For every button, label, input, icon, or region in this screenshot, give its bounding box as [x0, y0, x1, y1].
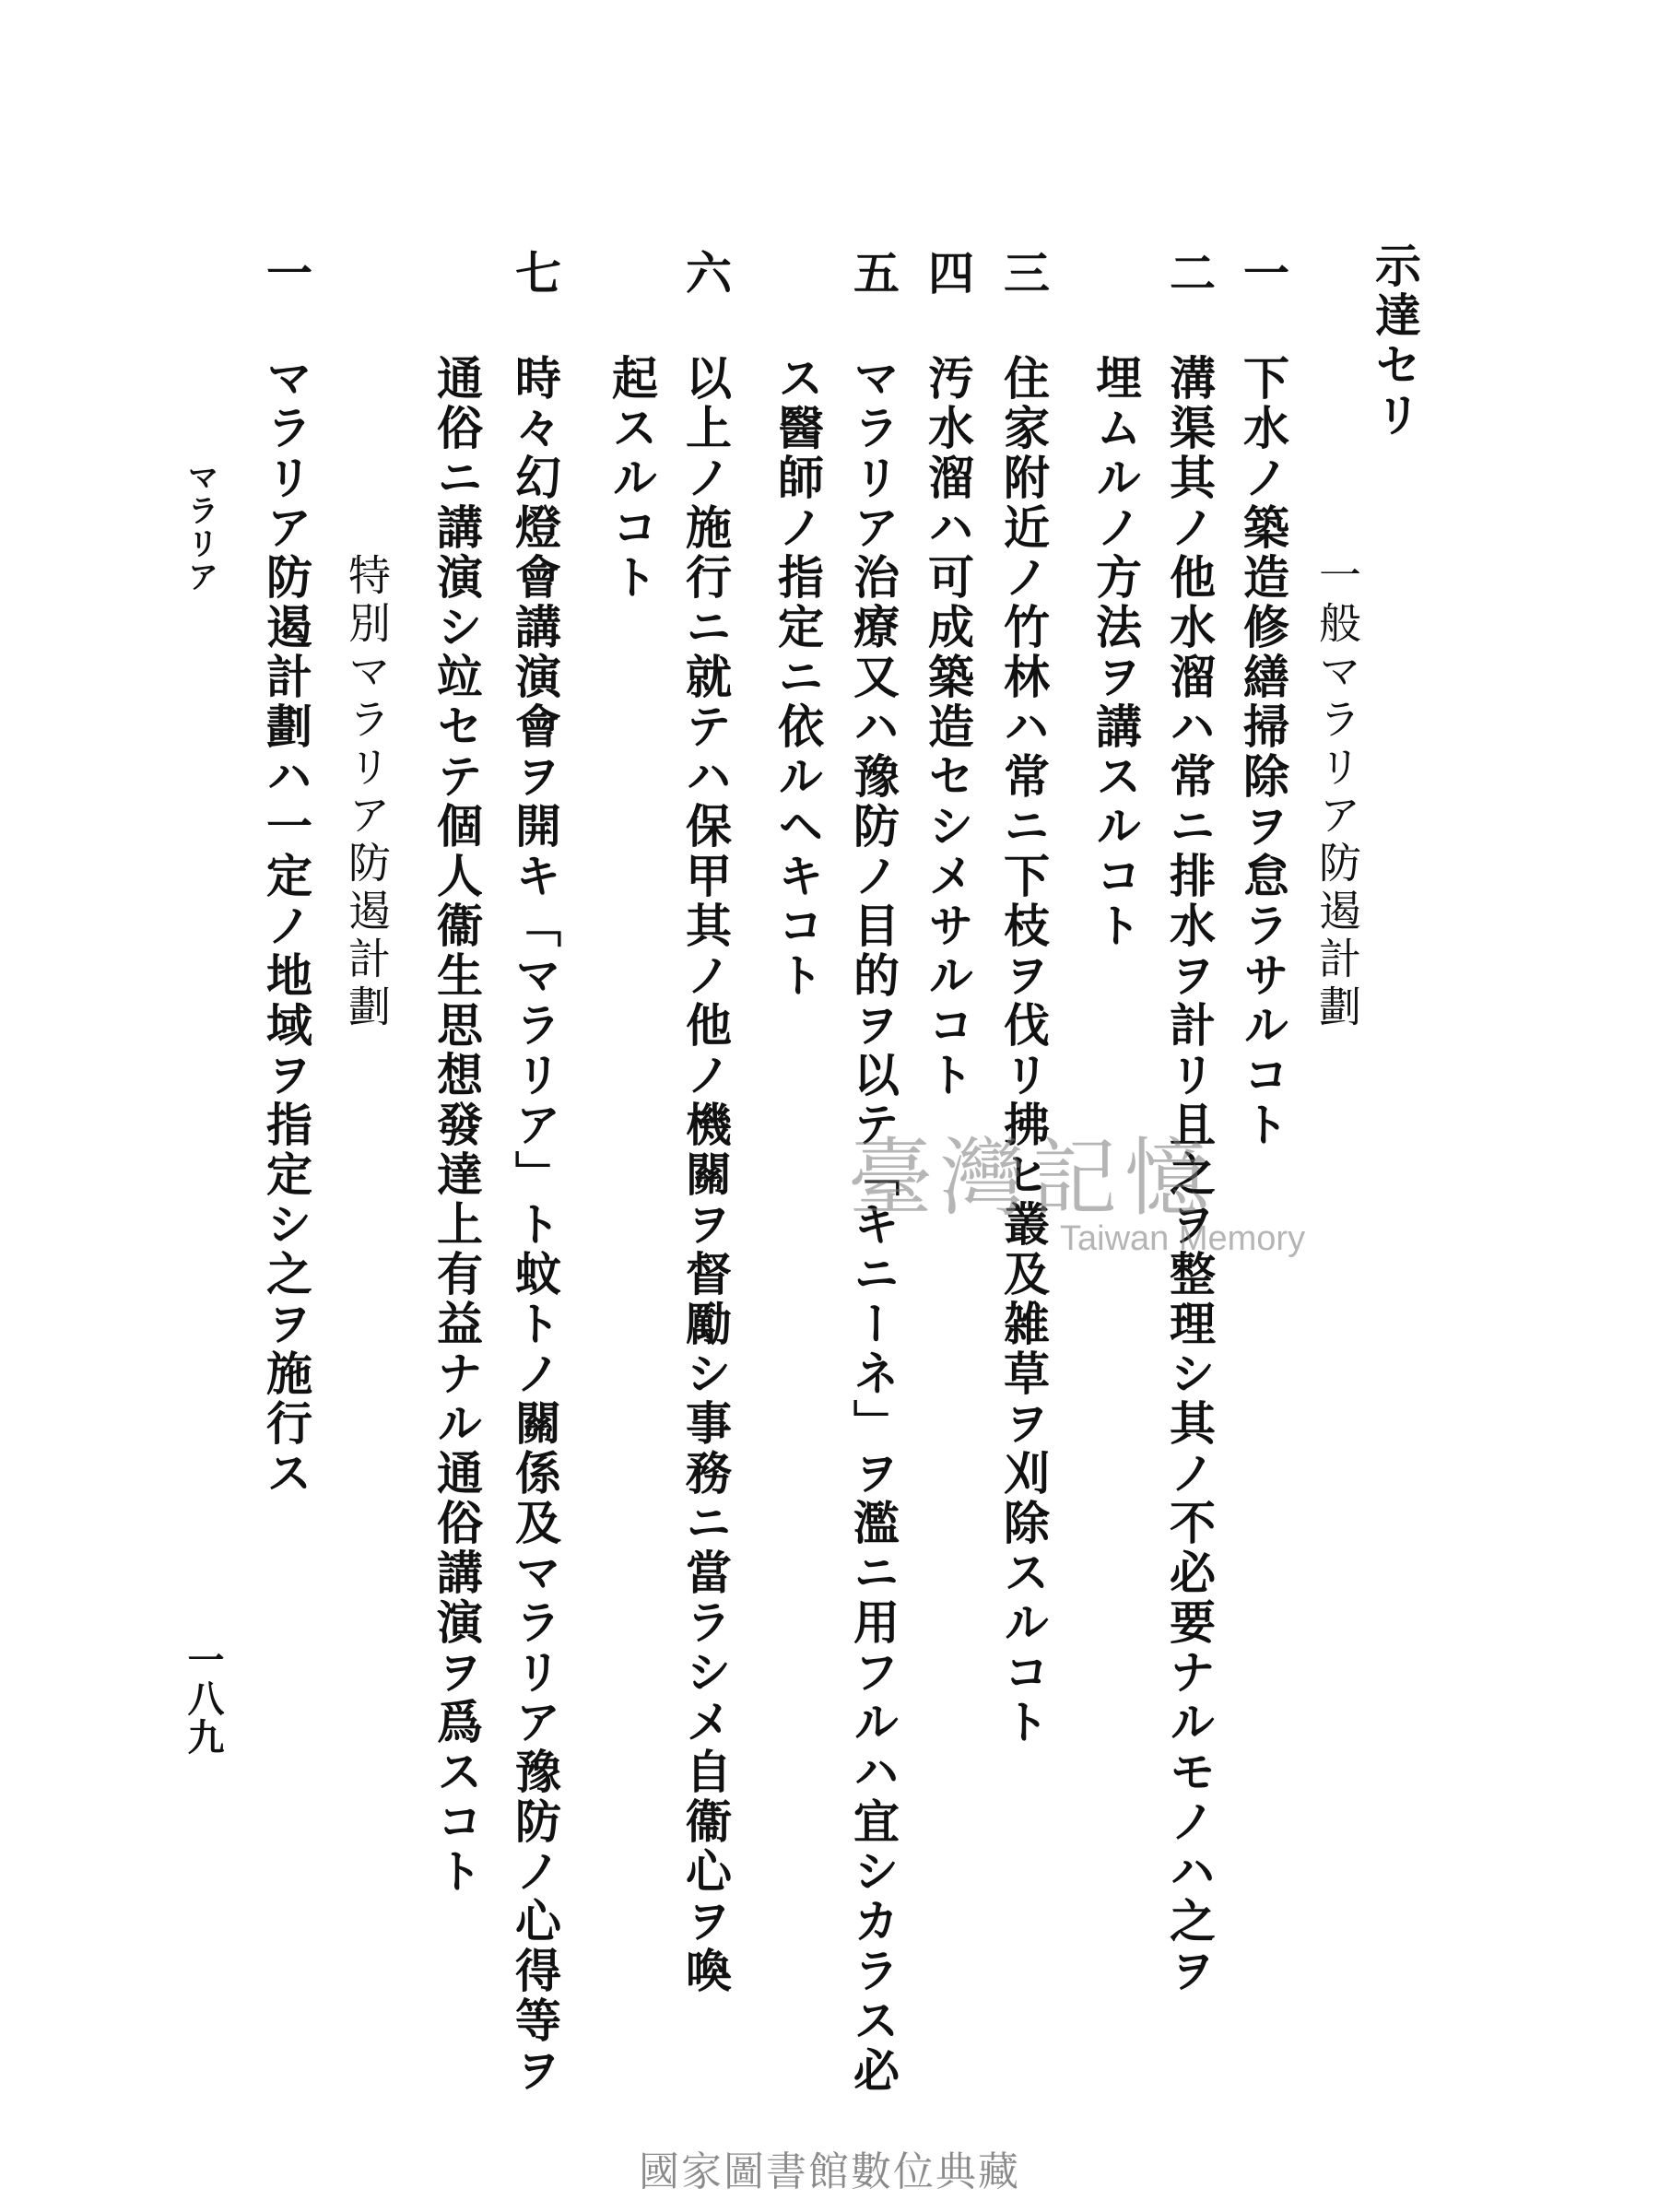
- library-collection-mark: 國家圖書館數位典藏: [639, 2148, 1020, 2195]
- item-5-continuation: ス醫師ノ指定ニ依ルヘキコト: [771, 354, 825, 1001]
- page-number: 一八九: [182, 1641, 225, 1757]
- taiwan-memory-watermark: [848, 1111, 1309, 1277]
- special-item-1-text: マラリア防遏計劃ハ一定ノ地域ヲ指定シ之ヲ施行ス: [259, 354, 313, 1499]
- item-1-number: 一: [1236, 249, 1290, 299]
- item-4-number: 四: [921, 249, 975, 299]
- item-7-text: 時々幻燈會講演會ヲ開キ「マラリア」ト蚊トノ關係及マラリア豫防ノ心得等ヲ: [508, 354, 562, 2096]
- item-5-text: マラリア治療又ハ豫防ノ目的ヲ以テ「キニーネ」ヲ濫ニ用フルハ宜シカラス必: [846, 354, 900, 2096]
- item-7-number: 七: [508, 249, 562, 299]
- item-1-text: 下水ノ築造修繕掃除ヲ怠ラサルコト: [1236, 354, 1290, 1150]
- item-5-number: 五: [846, 249, 900, 299]
- item-7-continuation: 通俗ニ講演シ竝セテ個人衞生思想發達上有益ナル通俗講演ヲ爲スコト: [429, 354, 484, 1897]
- item-2-number: 二: [1162, 249, 1217, 299]
- item-6-number: 六: [678, 249, 733, 299]
- item-6-continuation: 起スルコト: [605, 354, 659, 603]
- special-item-1-number: 一: [259, 249, 313, 299]
- watermark-english: Taiwan Memory: [1060, 1219, 1306, 1258]
- item-4-text: 汚水溜ハ可成築造セシメサルコト: [921, 354, 975, 1100]
- running-section-label: マラリア: [182, 461, 218, 594]
- item-6-text: 以上ノ施行ニ就テハ保甲其ノ他ノ機關ヲ督勵シ事務ニ當ラシメ自衞心ヲ喚: [678, 354, 733, 1996]
- section-heading-special: 特別マラリア防遏計劃: [342, 553, 392, 1032]
- watermark-chinese: 臺灣記憶: [848, 1129, 1218, 1228]
- item-2-continuation: 埋ムルノ方法ヲ講スルコト: [1088, 354, 1143, 951]
- carryover-line: 示達セリ: [1368, 241, 1422, 441]
- section-heading-general: 一般マラリア防遏計劃: [1312, 553, 1362, 1032]
- item-3-number: 三: [996, 249, 1051, 299]
- item-3-text: 住家附近ノ竹林ハ常ニ下枝ヲ伐リ拂ヒ叢及雑草ヲ刈除スルコト: [996, 354, 1051, 1747]
- item-2-text: 溝渠其ノ他水溜ハ常ニ排水ヲ計リ且之ヲ整理シ其ノ不必要ナルモノハ之ヲ: [1162, 354, 1217, 1996]
